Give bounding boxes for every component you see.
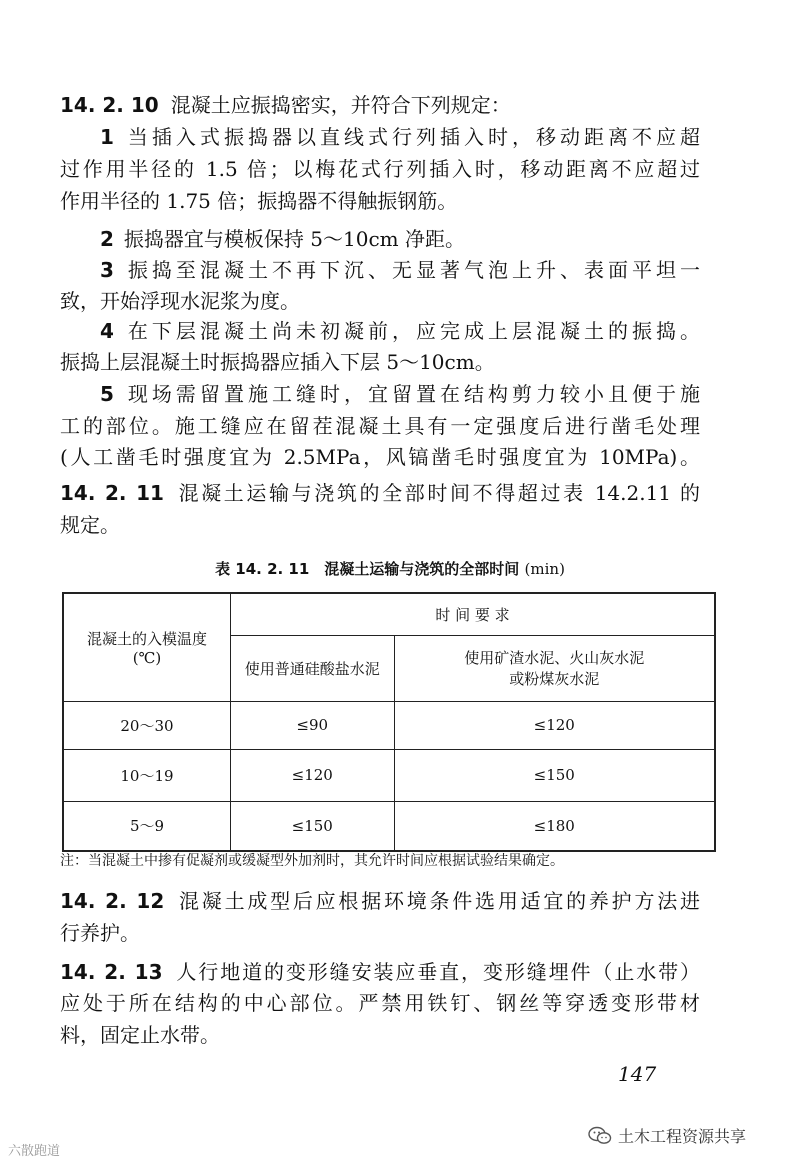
cell-ordinary: ≤120 (230, 749, 394, 801)
sec-14-2-13-line-2: 应处于所在结构的中心部位。严禁用铁钉、钢丝等穿透变形带材 (60, 991, 700, 1015)
watermark-right (588, 1124, 746, 1147)
table-caption-unit: (min) (524, 560, 565, 578)
cell-ordinary: ≤90 (230, 701, 394, 749)
sec-14-2-11-line-1 (60, 478, 700, 508)
item-5-line-2: 工的部位。施工缝应在留茬混凝土具有一定强度后进行凿毛处理 (60, 414, 700, 438)
item-1-line-3: 作用半径的 1.75 倍；振捣器不得触振钢筋。 (60, 189, 458, 213)
cell-ordinary: ≤150 (230, 801, 394, 851)
cell-temperature: 10～19 (63, 749, 230, 801)
cell-temperature: 20～30 (63, 701, 230, 749)
sec-14-2-12-line-2: 行养护。 (60, 921, 140, 945)
header-time: 时 间 要 求 (230, 593, 715, 635)
item-4-line-1 (60, 316, 700, 346)
item-number: 1 (100, 125, 114, 149)
item-3-line-1 (60, 255, 700, 285)
wechat-icon (588, 1126, 612, 1146)
sec-14-2-10-heading (60, 90, 700, 120)
table-row (63, 801, 715, 851)
item-4-line-2: 振捣上层混凝土时振捣器应插入下层 5～10cm。 (60, 350, 495, 374)
table-row (63, 701, 715, 749)
watermark-right-text: 土木工程资源共享 (618, 1127, 747, 1146)
sec-14-2-13-line-1 (60, 957, 700, 987)
section-number: 14. 2. 11 (60, 481, 164, 505)
header-temperature (63, 593, 230, 701)
table-caption-text: 表 14. 2. 11 混凝土运输与浇筑的全部时间 (215, 560, 520, 578)
header-col-slag-line-1: 使用矿渣水泥、火山灰水泥 (464, 649, 645, 667)
section-text: 混凝土运输与浇筑的全部时间不得超过表 14.2.11 的 (175, 481, 701, 505)
item-text: 振捣器宜与模板保持 5～10cm 净距。 (123, 227, 465, 251)
item-number: 2 (100, 227, 114, 251)
cell-slag: ≤120 (394, 701, 715, 749)
item-1-line-2: 过作用半径的 1.5 倍；以梅花式行列插入时，移动距离不应超过 (60, 157, 700, 181)
header-temperature-label: 混凝土的入模温度 (86, 629, 207, 648)
header-col-slag-line-2: 或粉煤灰水泥 (509, 670, 600, 688)
item-text: 当插入式振捣器以直线式行列插入时，移动距离不应超 (123, 125, 700, 149)
item-5-line-1 (60, 379, 700, 409)
sec-14-2-13-line-3: 料，固定止水带。 (60, 1023, 220, 1047)
item-number: 5 (100, 382, 114, 406)
item-text: 振捣至混凝土不再下沉、无显著气泡上升、表面平坦一 (123, 258, 700, 282)
sec-14-2-11-line-2: 规定。 (60, 513, 120, 537)
header-col-ordinary-cement: 使用普通硅酸盐水泥 (230, 635, 394, 701)
sec-14-2-12-line-1 (60, 886, 700, 916)
section-text: 混凝土成型后应根据环境条件选用适宜的养护方法进 (176, 889, 701, 913)
item-number: 4 (100, 319, 114, 343)
cell-slag: ≤150 (394, 749, 715, 801)
watermark-left: 六散跑道 (8, 1144, 61, 1159)
item-number: 3 (100, 258, 114, 282)
table-caption (60, 558, 720, 579)
section-number: 14. 2. 10 (60, 93, 159, 117)
table-row (63, 749, 715, 801)
table-note: 注：当混凝土中掺有促凝剂或缓凝型外加剂时，其允许时间应根据试验结果确定。 (60, 853, 564, 869)
section-number: 14. 2. 13 (60, 960, 163, 984)
item-1-line-1 (60, 122, 700, 152)
cell-slag: ≤180 (394, 801, 715, 851)
item-5-line-3: (人工凿毛时强度宜为 2.5MPa，风镐凿毛时强度宜为 10MPa)。 (60, 445, 700, 469)
item-2-line-1 (60, 224, 700, 254)
item-text: 现场需留置施工缝时，宜留置在结构剪力较小且便于施 (123, 382, 700, 406)
cell-temperature: 5～9 (63, 801, 230, 851)
section-number: 14. 2. 12 (60, 889, 165, 913)
time-limit-table (62, 592, 716, 852)
header-temperature-unit: (℃) (132, 648, 162, 667)
page-number: 147 (618, 1062, 657, 1086)
header-col-slag-cement (394, 635, 715, 701)
item-text: 在下层混凝土尚未初凝前，应完成上层混凝土的振捣。 (123, 319, 700, 343)
section-text: 混凝土应振捣密实，并符合下列规定： (170, 93, 511, 117)
section-text: 人行地道的变形缝安装应垂直，变形缝埋件（止水带） (174, 960, 701, 984)
item-3-line-2: 致，开始浮现水泥浆为度。 (60, 289, 300, 313)
